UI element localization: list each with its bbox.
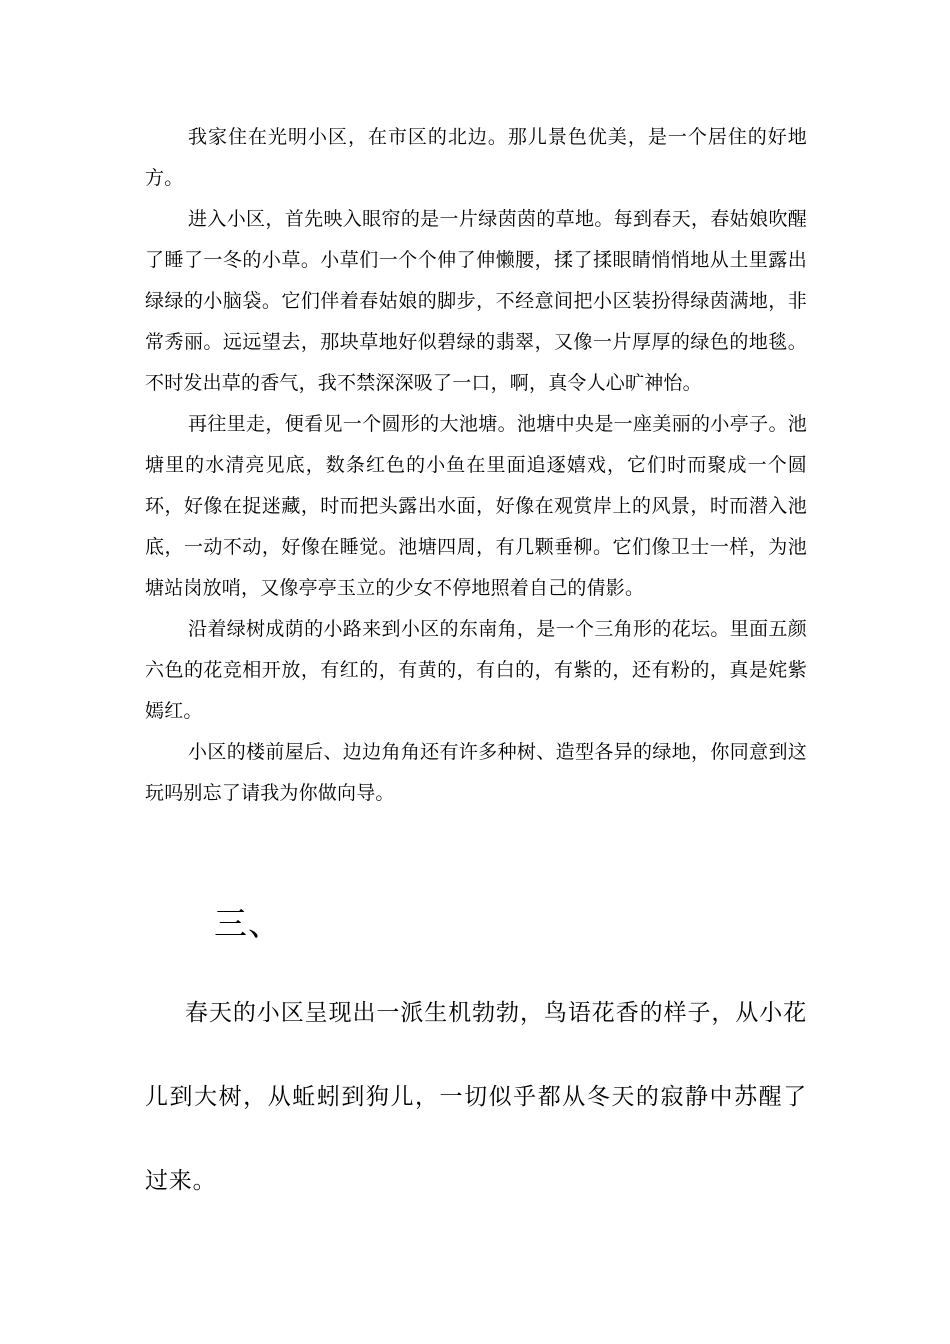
paragraph-2: 进入小区，首先映入眼帘的是一片绿茵茵的草地。每到春天，春姑娘吹醒了睡了一冬的小草。小草们一个个伸了伸懒腰，揉了揉眼睛悄悄地从土里露出绿绿的小脑袋。它们伴着春姑娘的脚步，不经意间把小区装扮得绿茵满地，非常秀丽。远远望去，那块草地好似碧绿的翡翠，又像一片厚厚的绿色的地毯。不时发出草的香气，我不禁深深吸了一口，啊，真令人心旷神怡。: [145, 208, 807, 394]
section-heading: 三、: [214, 904, 282, 943]
section-body: [145, 971, 807, 1223]
paragraph-4: 沿着绿树成荫的小路来到小区的东南角，是一个三角形的花坛。里面五颜六色的花竞相开放，有红的，有黄的，有白的，有紫的，还有粉的，真是姹紫嫣红。: [145, 618, 807, 722]
section-paragraph: 春天的小区呈现出一派生机勃勃，鸟语花香的样子，从小花儿到大树，从蚯蚓到狗儿，一切似乎都从冬天的寂静中苏醒了过来。: [145, 1000, 807, 1194]
paragraph-1: 我家住在光明小区，在市区的北边。那儿景色优美，是一个居住的好地方。: [145, 126, 807, 189]
paragraph-3: 再往里走，便看见一个圆形的大池塘。池塘中央是一座美丽的小亭子。池塘里的水清亮见底，数条红色的小鱼在里面追逐嬉戏，它们时而聚成一个圆环，好像在捉迷藏，时而把头露出水面，好像在观赏岸上的风景，时而潜入池底，一动不动，好像在睡觉。池塘四周，有几颗垂柳。它们像卫士一样，为池塘站岗放哨，又像亭亭玉立的少女不停地照着自己的倩影。: [145, 413, 807, 599]
essay-body: [145, 117, 807, 814]
paragraph-5: 小区的楼前屋后、边边角角还有许多种树、造型各异的绿地，你同意到这玩吗别忘了请我为你做向导。: [145, 741, 807, 804]
